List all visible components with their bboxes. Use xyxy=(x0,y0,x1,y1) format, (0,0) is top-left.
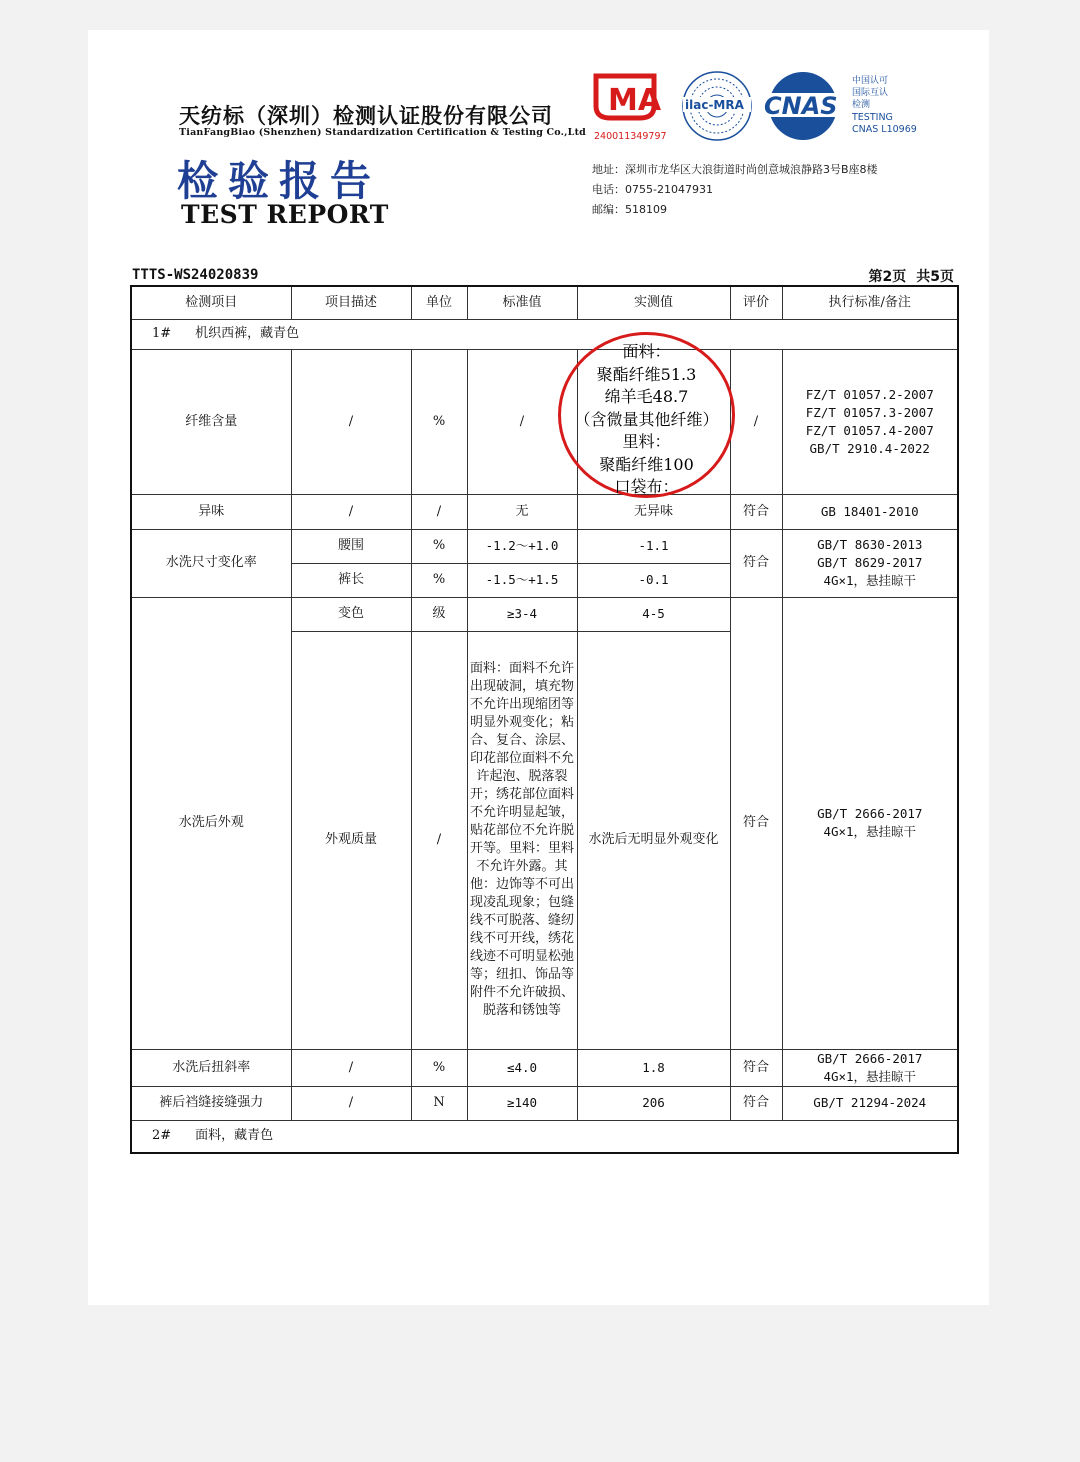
header-cell: 实测值 xyxy=(577,286,730,319)
standard-value: -1.2～+1.0 xyxy=(467,529,577,563)
standards-cell: GB 18401-2010 xyxy=(782,494,958,529)
report-title-en: TEST REPORT xyxy=(181,200,389,229)
table-row xyxy=(131,529,958,563)
evaluation: 符合 xyxy=(730,1086,782,1120)
unit: % xyxy=(411,1049,467,1086)
svg-text:检测: 检测 xyxy=(852,100,871,110)
standards-cell: FZ/T 01057.2-2007 FZ/T 01057.3-2007 FZ/T 01057.4-2007 GB/T 2910.4-2022 xyxy=(782,349,958,494)
sample-number: 2# xyxy=(152,1128,172,1144)
cnas-logo xyxy=(764,72,917,140)
header-cell: 单位 xyxy=(411,286,467,319)
unit: / xyxy=(411,494,467,529)
ilac-mra-text: ilac-MRA xyxy=(685,98,744,112)
report-title-cn: 检验报告 xyxy=(177,157,381,205)
report-page xyxy=(88,30,989,1305)
unit: / xyxy=(411,631,467,1049)
sample-description: 机织西裤，藏青色 xyxy=(195,326,300,341)
unit: N xyxy=(411,1086,467,1120)
cma-logo-text: MA xyxy=(608,83,662,118)
svg-text:中国认可: 中国认可 xyxy=(852,76,889,86)
unit: % xyxy=(411,529,467,563)
measured-value: 水洗后无明显外观变化 xyxy=(577,631,730,1049)
measured-value: -1.1 xyxy=(577,529,730,563)
standards-cell: GB/T 21294-2024 xyxy=(782,1086,958,1120)
standard-value: ≤4.0 xyxy=(467,1049,577,1086)
evaluation: 符合 xyxy=(730,494,782,529)
standard-value: 面料：面料不允许出现破洞，填充物不允许出现缩团等明显外观变化；粘合、复合、涂层、印花部位面料不允许起泡、脱落裂开；绣花部位面料不允许明显起皱，贴花部位不允许脱开等。里料：里料不允许外露。其他：边饰等不可出现凌乱现象；包缝线不可脱落、缝纫线不可开线，绣花线迹不可明显松弛等；纽扣、饰品等附件不允许破损、脱落和锈蚀等 xyxy=(467,631,577,1049)
cnas-text: CNAS xyxy=(764,92,838,120)
measured-value: 206 xyxy=(577,1086,730,1120)
item-desc: 腰围 xyxy=(291,529,411,563)
header-cell: 执行标准/备注 xyxy=(782,286,958,319)
svg-text:CNAS L10969: CNAS L10969 xyxy=(852,124,917,135)
item-desc: / xyxy=(291,1086,411,1120)
sample-row xyxy=(131,319,958,349)
unit: % xyxy=(411,563,467,597)
sample-2-cell xyxy=(131,1120,958,1153)
table-row xyxy=(131,1049,958,1086)
company-phone: 电话：0755-21047931 xyxy=(592,183,713,196)
company-postcode: 邮编：518109 xyxy=(592,203,667,216)
cma-number: 240011349797 xyxy=(594,131,667,142)
item-desc: / xyxy=(291,349,411,494)
sample-description: 面料，藏青色 xyxy=(195,1128,274,1144)
svg-text:国际互认: 国际互认 xyxy=(852,88,889,98)
ilac-mra-logo xyxy=(683,72,751,140)
header-cell: 评价 xyxy=(730,286,782,319)
test-results-table xyxy=(130,285,959,1154)
svg-text:TESTING: TESTING xyxy=(852,112,893,123)
evaluation: / xyxy=(730,349,782,494)
item-desc: / xyxy=(291,494,411,529)
test-item: 水洗后扭斜率 xyxy=(131,1049,291,1086)
item-desc: 变色 xyxy=(291,597,411,631)
table-row xyxy=(131,1086,958,1120)
report-number: TTTS-WS24020839 xyxy=(132,267,259,283)
standard-value: ≥140 xyxy=(467,1086,577,1120)
evaluation: 符合 xyxy=(730,597,782,1049)
standard-value: -1.5～+1.5 xyxy=(467,563,577,597)
evaluation: 符合 xyxy=(730,529,782,597)
item-desc: 外观质量 xyxy=(291,631,411,1049)
unit: 级 xyxy=(411,597,467,631)
total-pages: 共5页 xyxy=(916,269,954,285)
company-name-cn: 天纺标（深圳）检测认证股份有限公司 xyxy=(179,104,553,128)
test-item: 异味 xyxy=(131,494,291,529)
measured-value: 无异味 xyxy=(577,494,730,529)
company-name-en: TianFangBiao (Shenzhen) Standardization Certification & Testing Co.,Ltd xyxy=(179,127,586,138)
standard-value: / xyxy=(467,349,577,494)
measured-value: 1.8 xyxy=(577,1049,730,1086)
company-address: 地址：深圳市龙华区大浪街道时尚创意城浪静路3号B座8楼 xyxy=(592,163,878,176)
standard-value: ≥3-4 xyxy=(467,597,577,631)
page-indicator xyxy=(859,266,955,286)
table-row xyxy=(131,349,958,494)
table-row xyxy=(131,494,958,529)
item-desc: / xyxy=(291,1049,411,1086)
sample-row xyxy=(131,1120,958,1153)
unit: % xyxy=(411,349,467,494)
sample-1-cell xyxy=(131,319,958,349)
standards-cell: GB/T 2666-2017 4G×1，悬挂晾干 xyxy=(782,597,958,1049)
sample-number: 1# xyxy=(152,326,172,341)
evaluation: 符合 xyxy=(730,1049,782,1086)
header-cell: 检测项目 xyxy=(131,286,291,319)
table-header-row xyxy=(131,286,958,319)
standards-cell: GB/T 2666-2017 4G×1，悬挂晾干 xyxy=(782,1049,958,1086)
measured-value: 4-5 xyxy=(577,597,730,631)
test-item: 纤维含量 xyxy=(131,349,291,494)
header-cell: 标准值 xyxy=(467,286,577,319)
current-page: 第2页 xyxy=(868,269,907,285)
test-item: 水洗后外观 xyxy=(131,597,291,1049)
header-cell: 项目描述 xyxy=(291,286,411,319)
test-item: 裤后裆缝接缝强力 xyxy=(131,1086,291,1120)
test-item: 水洗尺寸变化率 xyxy=(131,529,291,597)
item-desc: 裤长 xyxy=(291,563,411,597)
cma-logo xyxy=(594,76,667,142)
measured-value: -0.1 xyxy=(577,563,730,597)
table-row xyxy=(131,597,958,631)
certification-logos xyxy=(590,66,930,146)
standards-cell: GB/T 8630-2013 GB/T 8629-2017 4G×1，悬挂晾干 xyxy=(782,529,958,597)
fiber-content-measured: 面料： 聚酯纤维51.3 绵羊毛48.7 （含微量其他纤维） 里料： 聚酯纤维100 口袋布： xyxy=(574,342,719,496)
standard-value: 无 xyxy=(467,494,577,529)
